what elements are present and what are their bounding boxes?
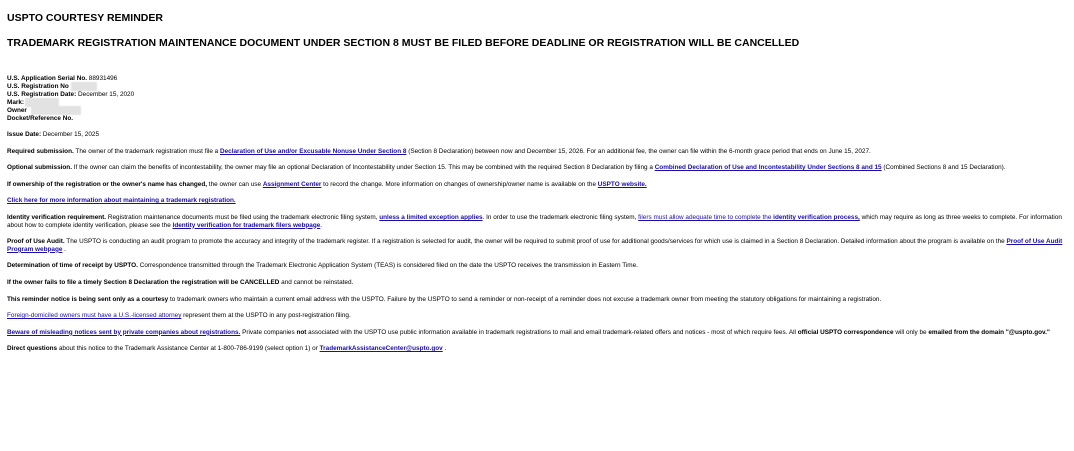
receipt-lead: Determination of time of receipt by USPTO. — [7, 262, 138, 270]
misleading-text-3: will only be — [893, 328, 929, 336]
issue-date-label: Issue Date: — [7, 131, 42, 138]
registration-date-value: December 15, 2020 — [78, 91, 135, 98]
foreign-owners-link[interactable]: Foreign-domiciled owners — [7, 312, 81, 320]
registration-label: U.S. Registration No — [7, 83, 69, 90]
identity-verification — [7, 214, 1064, 229]
failure-text-1: and cannot be reinstated. — [279, 278, 354, 286]
misleading-notices — [7, 329, 1064, 337]
misleading-bold-1: not — [296, 328, 307, 336]
identity-text-1: Registration maintenance documents must be filed using the trademark electronic filing system, — [106, 213, 380, 221]
adequate-time-link[interactable]: filers must allow adequate time to complete the — [638, 213, 772, 221]
mark-label: Mark: — [7, 99, 25, 106]
audit-webpage-link[interactable]: Proof of Use Audit Program webpage — [7, 238, 1063, 253]
section8-declaration-link[interactable]: Declaration of Use and/or Excusable Nonuse Under Section 8 — [220, 147, 407, 155]
identity-text-2: . In order to use the trademark electronic filing system, — [482, 213, 639, 221]
redacted-registration-number — [71, 82, 97, 91]
docket-row — [7, 115, 1064, 123]
docket-label: Docket/Reference No. — [7, 115, 74, 122]
required-text-2: (Section 8 Declaration) between now and December 15, 2026. For an additional fee, the owner can file within the 6-month grace period that ends on June 15, 2027. — [406, 147, 871, 155]
licensed-attorney-link[interactable]: must have a U.S.-licensed attorney — [80, 312, 182, 320]
questions-lead: Direct questions — [7, 345, 58, 353]
page-title: USPTO COURTESY REMINDER — [7, 12, 163, 24]
time-of-receipt — [7, 262, 1064, 270]
more-info — [7, 197, 1064, 205]
required-lead: Required submission. — [7, 147, 74, 155]
required-submission — [7, 148, 1064, 156]
misleading-bold-2: official USPTO correspondence — [797, 328, 894, 336]
foreign-owners — [7, 312, 1064, 320]
audit-text-1: The USPTO is conducting an audit program to promote the accuracy and integrity of the trademark register. If a registration is selected for audit, the owner will be required to submit proof of use for additional goods/services for which use is claimed in a Section 8 Declaration. Detailed information about the program is available on the — [64, 238, 1007, 246]
serial-value: 88931496 — [88, 75, 118, 82]
optional-submission — [7, 164, 1064, 172]
failure-warning — [7, 279, 1064, 287]
combined-declaration-link[interactable]: Combined Declaration of Use and Incontestability Under Sections 8 and 15 — [654, 164, 882, 172]
courtesy-lead: This reminder notice is being sent only as a courtesy — [7, 295, 169, 303]
registration-meta — [7, 75, 1064, 123]
direct-questions — [7, 345, 1064, 353]
owner-row — [7, 107, 1064, 115]
questions-text-2: . — [442, 345, 447, 353]
identity-process-link[interactable]: identity verification process, — [771, 213, 860, 221]
misleading-text-1: Private companies — [240, 328, 297, 336]
required-text-1: The owner of the trademark registration must file a — [73, 147, 220, 155]
audit-text-2: . — [62, 245, 66, 253]
identity-text-3: which may require as long as three weeks to complete. For information about how to complete identity verification, please see the — [7, 213, 1062, 229]
issue-date-value: December 15, 2025 — [42, 131, 100, 138]
owner-label: Owner — [7, 107, 27, 114]
ownership-lead: If ownership of the registration or the owner's name has changed, — [7, 180, 208, 188]
receipt-text-1: Correspondence transmitted through the Trademark Electronic Application System (TEAS) is considered filed on the date the USPTO receives the transmission in Eastern Time. — [137, 262, 638, 270]
identity-text-4: . — [320, 221, 323, 229]
ownership-change — [7, 181, 1064, 189]
optional-text-1: If the owner can claim the benefits of incontestability, the owner may file an optional Declaration of Incontestability under Section 15. This may be combined with the required Section 8 Declaration by filing a — [71, 164, 655, 172]
registration-row — [7, 83, 1064, 91]
mark-row — [7, 99, 1064, 107]
limited-exception-link[interactable]: unless a limited exception applies — [379, 213, 483, 221]
courtesy-text-1: to trademark owners who maintain a current email address with the USPTO. Failure by the USPTO to send a reminder or non-receipt of a reminder does not excuse a trademark owner from meeting the statutory obligations for maintaining a registration. — [168, 295, 882, 303]
more-info-link[interactable]: Click here for more information about maintaining a trademark registration. — [7, 197, 236, 205]
registration-date-row — [7, 91, 1064, 99]
redacted-owner — [31, 106, 81, 115]
audit-lead: Proof of Use Audit. — [7, 238, 65, 246]
courtesy-notice — [7, 296, 1064, 304]
registration-date-label: U.S. Registration Date: — [7, 91, 77, 98]
ownership-text-2: to record the change. More information on changes of ownership/owner name is available on the — [321, 180, 598, 188]
misleading-notices-link[interactable]: Beware of misleading notices sent by private companies about registrations. — [7, 328, 241, 336]
misleading-bold-3: emailed from the domain "@uspto.gov." — [928, 328, 1050, 336]
foreign-text-1: represent them at the USPTO in any post-registration filing. — [181, 312, 351, 320]
identity-webpage-link[interactable]: Identity verification for trademark filers webpage — [172, 221, 321, 229]
failure-lead: If the owner fails to file a timely Section 8 Declaration the registration will be CANCELLED — [7, 278, 280, 286]
optional-lead: Optional submission. — [7, 164, 72, 172]
serial-label: U.S. Application Serial No. — [7, 75, 88, 82]
ownership-text-1: the owner can use — [207, 180, 263, 188]
proof-of-use-audit — [7, 238, 1064, 253]
questions-text-1: about this notice to the Trademark Assistance Center at 1-800-786-9199 (select option 1) or — [57, 345, 320, 353]
assistance-center-email-link[interactable]: TrademarkAssistanceCenter@uspto.gov — [319, 345, 443, 353]
optional-text-2: (Combined Sections 8 and 15 Declaration). — [881, 164, 1006, 172]
page-subtitle: TRADEMARK REGISTRATION MAINTENANCE DOCUMENT UNDER SECTION 8 MUST BE FILED BEFORE DEADLINE OR REGISTRATION WILL BE CANCELLED — [7, 37, 800, 49]
issue-date — [7, 131, 1064, 139]
misleading-text-2: associated with the USPTO use public information available in trademark registrations to mail and email trademark-related offers and notices - most of which require fees. All — [306, 328, 798, 336]
identity-lead: Identity verification requirement. — [7, 213, 107, 221]
uspto-website-link[interactable]: USPTO website. — [597, 180, 647, 188]
assignment-center-link[interactable]: Assignment Center — [262, 180, 322, 188]
serial-row — [7, 75, 1064, 83]
